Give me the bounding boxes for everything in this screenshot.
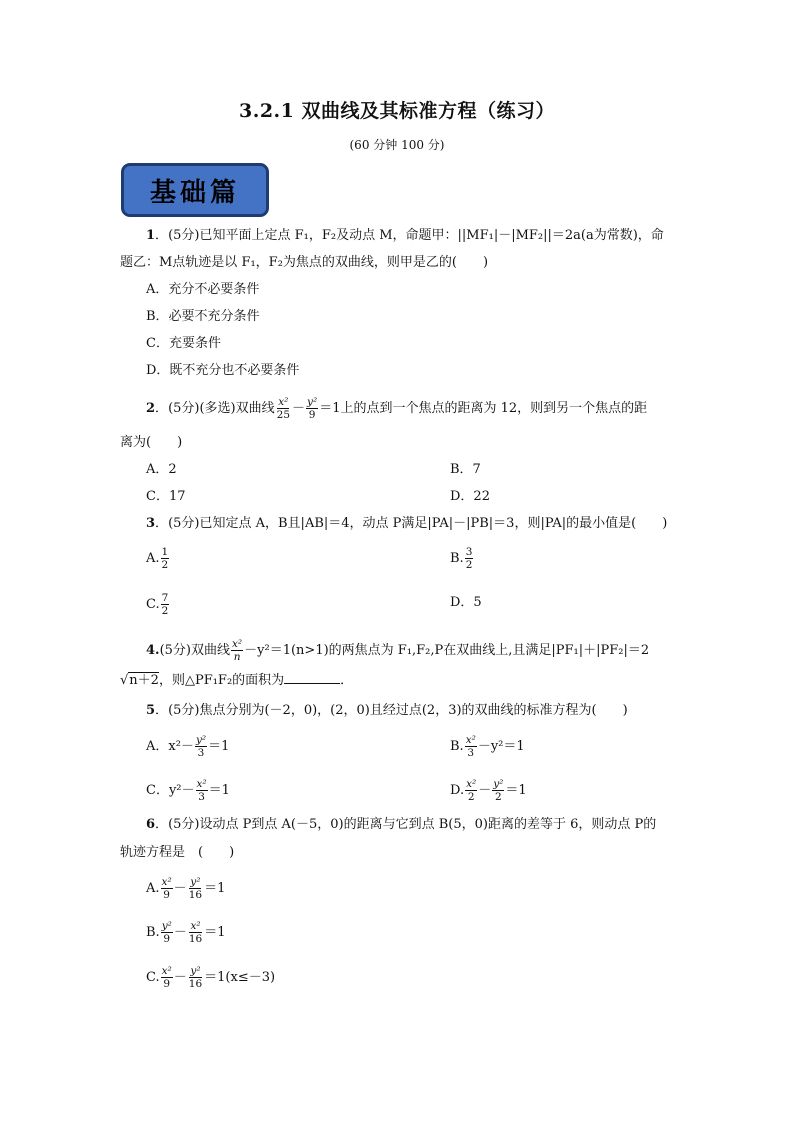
q1-option-b: B．必要不充分条件	[146, 309, 260, 324]
q4-fraction: $\frac{\text{x²}}{n}$	[232, 638, 243, 663]
q3-option-b: B. $\frac{3}{2}$	[450, 546, 473, 571]
q3-line1: 3．(5分)已知定点 A，B且|AB|＝4，动点 P满足|PA|－|PB|＝3，则|PA|的最小值是( )	[146, 516, 668, 531]
section-badge: 基础篇	[121, 163, 269, 217]
q3-number: 3	[146, 516, 156, 531]
q2-line1: 2．(5分)(多选)双曲线 $\frac{\text{x²}}{25}$ － $\frac{\text{y²}}{9}$ ＝1上的点到一个焦点的距离为 12，则到另一个焦点的距	[146, 396, 648, 421]
q3-option-c: C. $\frac{7}{2}$	[146, 592, 169, 617]
q2-option-b: B．7	[450, 462, 481, 477]
q6-option-c: C. $\frac{\text{x²}}{9}$ － $\frac{\text{y²}}{16}$ ＝1(x≤－3)	[146, 965, 276, 990]
q6-option-b: B. $\frac{\text{y²}}{9}$ － $\frac{\text{x²}}{16}$ ＝1	[146, 920, 226, 945]
q3-option-a: A. $\frac{1}{2}$	[146, 546, 169, 571]
q4-line2: √n＋2，则△PF₁F₂的面积为 ．	[120, 673, 354, 688]
q5-option-c: C．y²－ $\frac{\text{x²}}{3}$ ＝1	[146, 778, 230, 803]
q6-number: 6	[146, 817, 156, 832]
q1-option-c: C．充要条件	[146, 336, 221, 351]
q4-text-c: ，则△PF₁F₂的面积为	[158, 673, 285, 688]
q4-sqrt: n＋2	[129, 673, 159, 688]
q2-option-c: C．17	[146, 489, 186, 504]
q2-line2: 离为( )	[120, 435, 183, 450]
q2-score: (5分)(多选)	[168, 401, 236, 416]
q2-text-b: ＝1上的点到一个焦点的距离为 12，则到另一个焦点的距	[319, 401, 648, 416]
q3-score: (5分)	[168, 516, 200, 531]
q4-line1	[146, 638, 649, 663]
q2-fraction-2: $\frac{\text{y²}}{9}$	[307, 396, 318, 421]
q2-fraction-1: $\frac{\text{x²}}{25}$	[276, 396, 291, 421]
q6-line1: 6．(5分)设动点 P到点 A(－5，0)的距离与它到点 B(5，0)距离的差等于 6，则动点 P的	[146, 817, 657, 832]
q4-score: (5分)	[159, 643, 191, 658]
q5-text: 焦点分别为(－2，0)，(2，0)且经过点(2，3)的双曲线的标准方程为( )	[199, 703, 628, 718]
q1-line1: 1．(5分)已知平面上定点 F₁，F₂及动点 M，命题甲：||MF₁|－|MF₂||＝2a(a为常数)，命	[146, 228, 664, 243]
q6-line2: 轨迹方程是 ( )	[120, 845, 235, 860]
q1-option-a: A．充分不必要条件	[146, 282, 260, 297]
q3-text: 已知定点 A，B且|AB|＝4，动点 P满足|PA|－|PB|＝3，则|PA|的最小值是( )	[199, 516, 668, 531]
q1-text-1: 已知平面上定点 F₁，F₂及动点 M，命题甲：||MF₁|－|MF₂||＝2a(a为常数)，命	[199, 228, 664, 243]
q5-line1: 5．(5分)焦点分别为(－2，0)，(2，0)且经过点(2，3)的双曲线的标准方程为( )	[146, 703, 628, 718]
q4-text-b: －y²＝1(n>1)的两焦点为 F₁,F₂,P在双曲线上,且满足|PF₁|＋|PF₂|＝2	[244, 643, 650, 658]
q5-option-b: B. $\frac{\text{x²}}{3}$ －y²＝1	[450, 734, 525, 759]
page-title: 3.2.1 双曲线及其标准方程（练习）	[238, 100, 555, 122]
q2-text-a: 双曲线	[235, 401, 275, 416]
q2-option-a: A．2	[146, 462, 177, 477]
q6-option-a: A. $\frac{\text{x²}}{9}$ － $\frac{\text{y²}}{16}$ ＝1	[146, 876, 226, 901]
q4-answer-blank	[284, 671, 340, 684]
q1-number: 1	[146, 228, 156, 243]
q6-text-1: 设动点 P到点 A(－5，0)的距离与它到点 B(5，0)距离的差等于 6，则动点 P的	[199, 817, 657, 832]
q4-number: 4.	[146, 643, 160, 658]
q1-line2: 题乙：M点轨迹是以 F₁，F₂为焦点的双曲线，则甲是乙的( )	[120, 255, 489, 270]
q5-option-a: A．x²－ $\frac{\text{y²}}{3}$ ＝1	[146, 734, 230, 759]
page-subtitle: (60 分钟 100 分)	[349, 138, 445, 152]
q4-text-a: 双曲线	[191, 643, 231, 658]
q5-score: (5分)	[168, 703, 200, 718]
q5-number: 5	[146, 703, 156, 718]
q1-score: (5分)	[168, 228, 200, 243]
q3-option-d: D．5	[450, 595, 482, 610]
q5-option-d: D. $\frac{\text{x²}}{2}$ － $\frac{\text{y²}}{2}$ ＝1	[450, 778, 527, 803]
q6-score: (5分)	[168, 817, 200, 832]
q1-option-d: D．既不充分也不必要条件	[146, 363, 300, 378]
q2-option-d: D．22	[450, 489, 490, 504]
q2-number: 2	[146, 401, 156, 416]
